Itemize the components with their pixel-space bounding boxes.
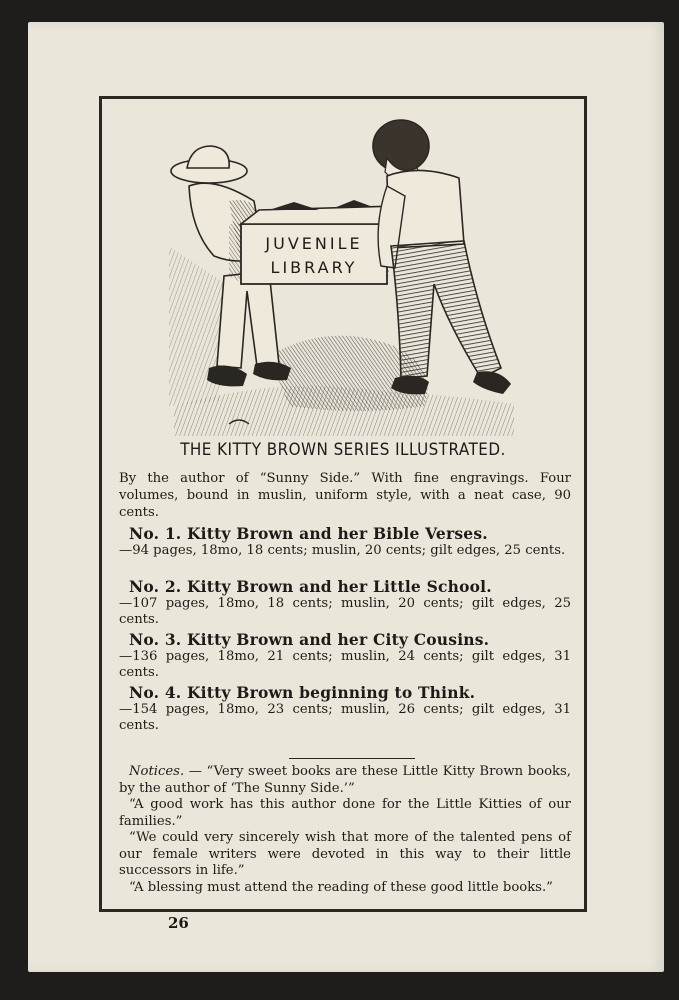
volume-description: —107 pages, 18mo, 18 cents; muslin, 20 cents; gilt edges, 25 cents. xyxy=(119,596,571,627)
crate-label-line1: JUVENILE xyxy=(265,234,363,253)
volume-entry xyxy=(119,577,571,628)
volume-entry xyxy=(119,524,571,559)
volume-title: No. 1. Kitty Brown and her Bible Verses. xyxy=(129,524,488,543)
volume-description: —94 pages, 18mo, 18 cents; muslin, 20 cents; gilt edges, 25 cents. xyxy=(119,543,566,558)
book-page xyxy=(28,22,664,972)
volume-description: —136 pages, 18mo, 21 cents; muslin, 24 cents; gilt edges, 31 cents. xyxy=(119,649,571,680)
notice-first xyxy=(119,764,571,797)
notice-quote: “A good work has this author done for the Little Kitties of our families.” xyxy=(119,797,571,829)
advertisement-frame xyxy=(99,96,587,912)
juvenile-library-illustration xyxy=(159,106,529,436)
series-intro: By the author of “Sunny Side.” With fine engravings. Four volumes, bound in muslin, uniform style, with a neat case, 90 cents. xyxy=(119,471,571,520)
notice-text: — “Very sweet books are these Little Kitty Brown books, by the author of ‘The Sunny Side.’” xyxy=(119,764,571,796)
crate-label-line2: LIBRARY xyxy=(270,258,358,277)
series-heading: THE KITTY BROWN SERIES ILLUSTRATED. xyxy=(180,440,506,459)
notices-section xyxy=(119,764,571,896)
notice-quote: “We could very sincerely wish that more of the talented pens of our female writers were devoted in this way to their little successors in life.” xyxy=(119,830,571,878)
volume-entry xyxy=(119,683,571,734)
volume-title: No. 3. Kitty Brown and her City Cousins. xyxy=(129,630,490,649)
volume-description: —154 pages, 18mo, 23 cents; muslin, 26 cents; gilt edges, 31 cents. xyxy=(119,702,571,733)
volume-entry xyxy=(119,630,571,681)
volume-title: No. 2. Kitty Brown and her Little School. xyxy=(129,577,492,596)
page-number: 26 xyxy=(168,914,189,932)
notices-label: Notices. xyxy=(129,764,185,779)
volume-title: No. 4. Kitty Brown beginning to Think. xyxy=(129,683,476,702)
notice-quote: “A blessing must attend the reading of these good little books.” xyxy=(129,879,553,895)
section-divider xyxy=(289,758,415,759)
